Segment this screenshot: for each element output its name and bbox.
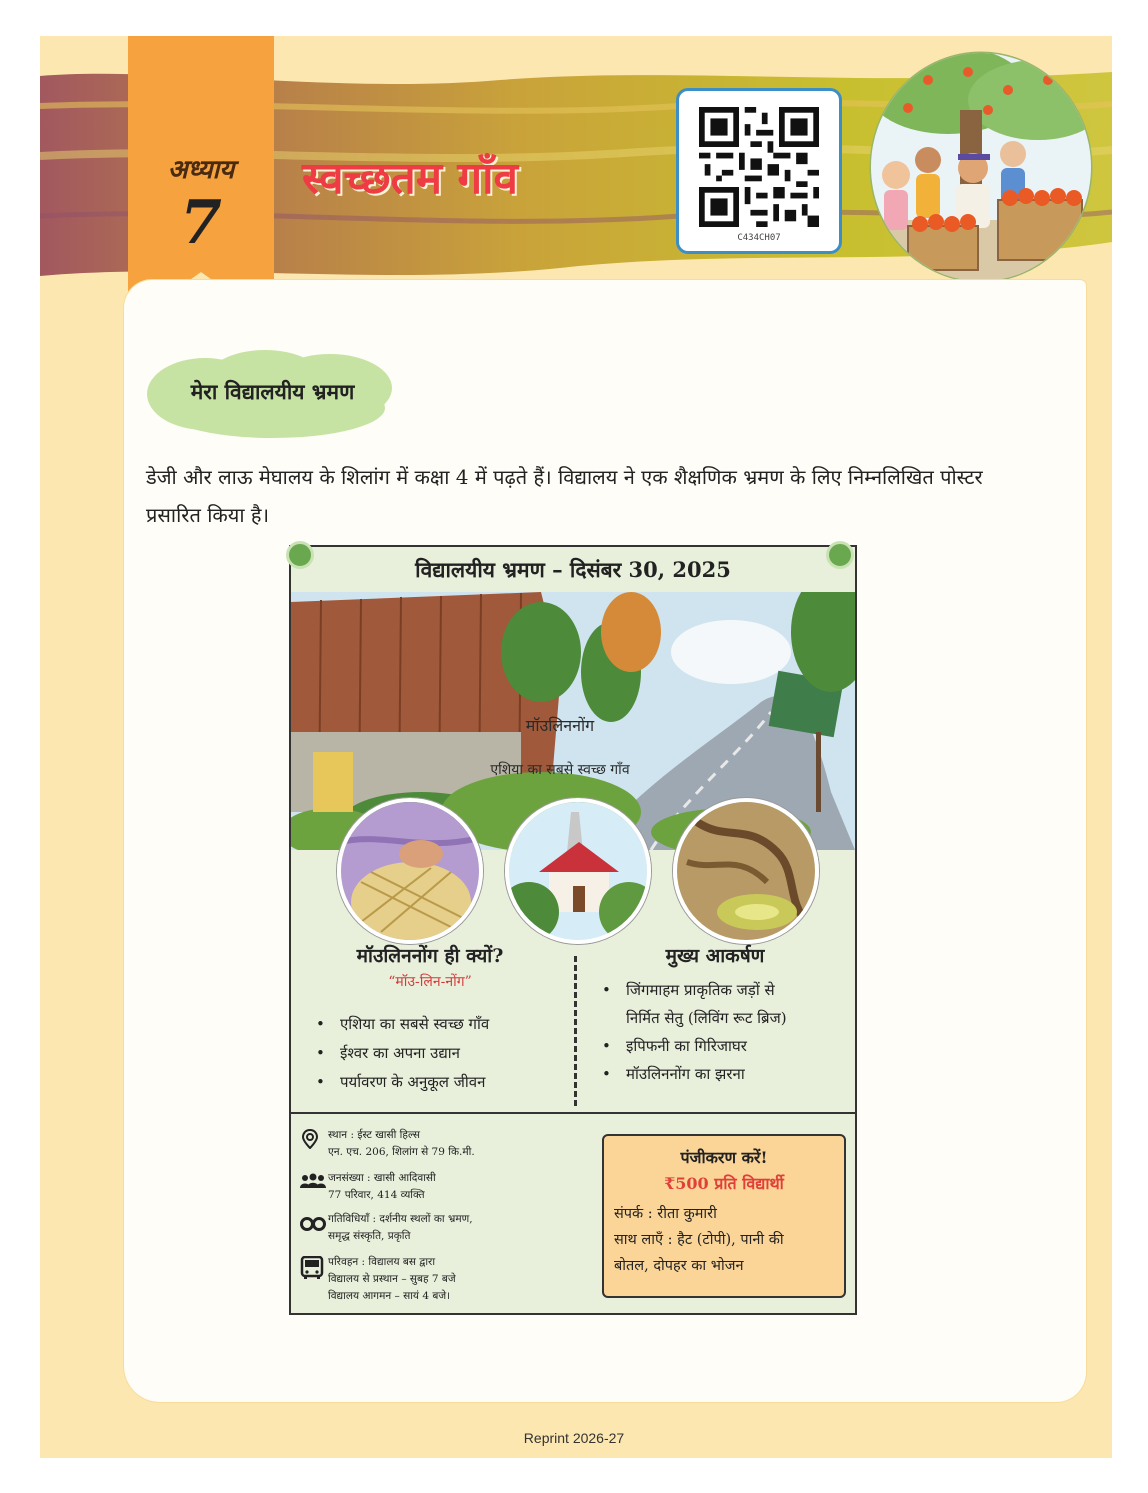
chapter-title: स्वच्छतम गाँव [302, 153, 518, 204]
registration-title: पंजीकरण करें! [680, 1148, 768, 1167]
bus-icon [300, 1256, 326, 1280]
waterfall-photo [673, 798, 819, 944]
list-item: • पर्यावरण के अनुकूल जीवन [310, 1068, 560, 1097]
registration-contact: संपर्क : रीता कुमारी [614, 1206, 717, 1222]
basket-weaving-photo [337, 798, 483, 944]
scene-village-name: मॉउलिननोंग [525, 716, 595, 735]
church-photo [505, 798, 651, 944]
chapter-label: अध्याय [167, 155, 235, 185]
attractions-list [596, 976, 846, 1088]
location-pin-icon [300, 1129, 326, 1149]
why-list [310, 1010, 560, 1097]
list-item: • इपिफनी का गिरिजाघर [596, 1032, 846, 1060]
column-divider [574, 956, 577, 1106]
pronunciation: “मॉउ-लिन-नोंग” [388, 974, 472, 990]
why-heading: मॉउलिननोंग ही क्यों? [356, 945, 504, 967]
registration-price: ₹500 प्रति विद्यार्थी [664, 1174, 784, 1193]
chapter-illustration [868, 50, 1094, 284]
poster-title: विद्यालयीय भ्रमण – दिसंबर 30, 2025 [415, 557, 731, 582]
scene-village-tagline: एशिया का सबसे स्वच्छ गाँव [490, 762, 630, 778]
qr-code-card[interactable] [676, 88, 842, 254]
people-icon [300, 1172, 326, 1192]
chapter-number: 7 [180, 188, 222, 258]
list-item: • एशिया का सबसे स्वच्छ गाँव [310, 1010, 560, 1039]
registration-bring-line-2: बोतल, दोपहर का भोजन [614, 1258, 744, 1274]
qr-code-label: C434CH07 [737, 233, 781, 243]
reprint-footer: Reprint 2026-27 [523, 1430, 625, 1446]
list-item: • ईश्वर का अपना उद्यान [310, 1039, 560, 1068]
poster-divider [291, 1112, 855, 1114]
list-item: • मॉउलिननोंग का झरना [596, 1060, 846, 1088]
intro-paragraph: डेजी और लाऊ मेघालय के शिलांग में कक्षा 4 में पढ़ते हैं। विद्यालय ने एक शैक्षणिक भ्रमण के लिए निम्नलिखित पोस्टर प्रसारित किया है। [146, 465, 983, 527]
registration-details [614, 1201, 836, 1279]
attractions-heading: मुख्य आकर्षण [665, 945, 765, 967]
section-title: मेरा विद्यालयीय भ्रमण [190, 379, 355, 404]
list-item: • जिंगमाहम प्राकृतिक जड़ों से निर्मित सेतु (लिविंग रूट ब्रिज) [596, 976, 846, 1032]
registration-bring-line-1: साथ लाएँ : हैट (टोपी), पानी की [614, 1232, 784, 1248]
qr-code-icon [699, 107, 819, 227]
binoculars-icon [300, 1213, 326, 1233]
